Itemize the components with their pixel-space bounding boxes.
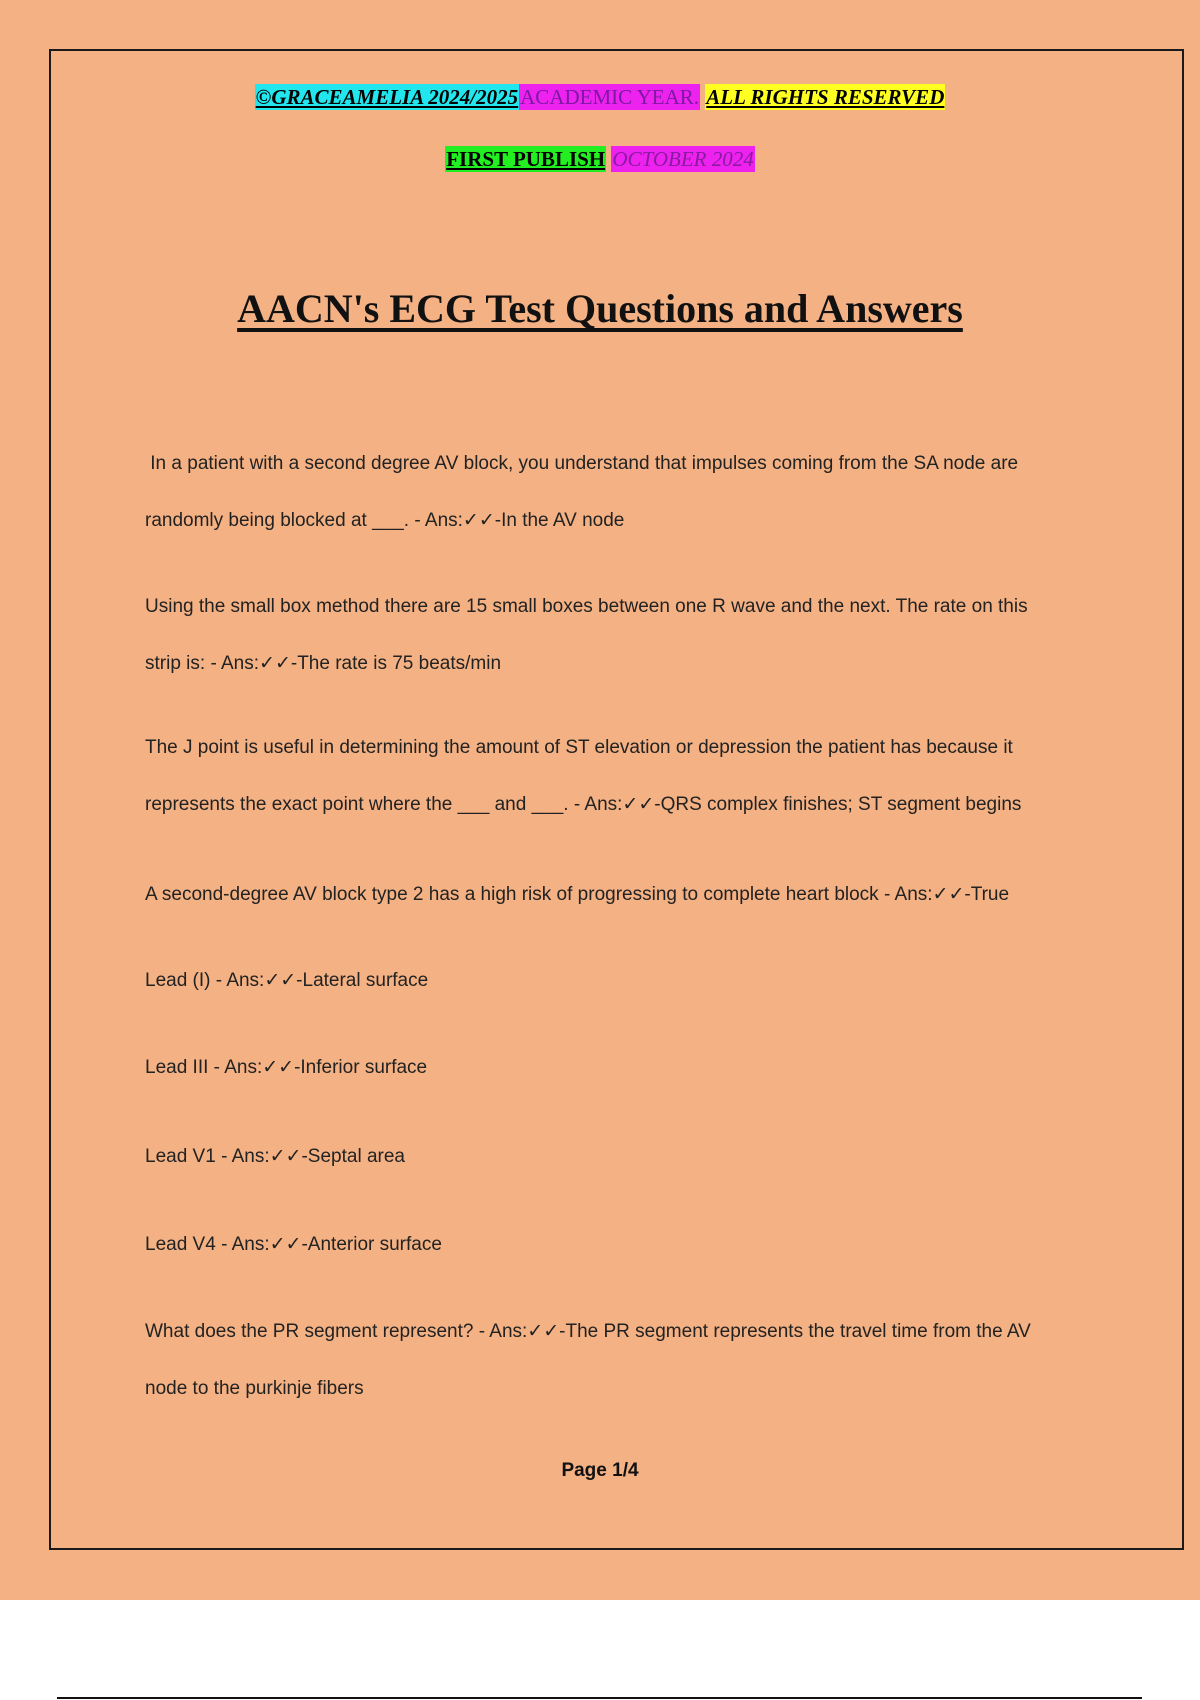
qa-line: node to the purkinje fibers [145, 1378, 364, 1399]
page-number: Page 1/4 [561, 1460, 639, 1481]
qa-line: Lead V1 - Ans:✓✓-Septal area [145, 1146, 405, 1167]
qa-line: Lead V4 - Ans:✓✓-Anterior surface [145, 1234, 442, 1255]
qa-line: A second-degree AV block type 2 has a high risk of progressing to complete heart block - Ans:✓✓-True [145, 884, 1010, 905]
qa-line: Lead III - Ans:✓✓-Inferior surface [145, 1057, 428, 1078]
qa-item [145, 719, 1105, 833]
copyright-header [0, 85, 1200, 109]
qa-line: strip is: - Ans:✓✓-The rate is 75 beats/min [145, 653, 502, 674]
qa-item [145, 1216, 1105, 1273]
qa-line: represents the exact point where the ___ and ___. - Ans:✓✓-QRS complex finishes; ST segment begins [145, 794, 1022, 815]
qa-line: The J point is useful in determining the amount of ST elevation or depression the patient has because it [145, 737, 1013, 758]
qa-item [145, 578, 1105, 692]
qa-line: randomly being blocked at ___. - Ans:✓✓-In the AV node [145, 510, 625, 531]
qa-line: Lead (I) - Ans:✓✓-Lateral surface [145, 970, 429, 991]
next-page-divider [57, 1697, 1142, 1699]
publish-header [0, 147, 1200, 171]
rights-text: ALL RIGHTS RESERVED [706, 85, 945, 109]
publish-date-text: OCTOBER 2024 [612, 147, 754, 171]
qa-line: What does the PR segment represent? - Ans:✓✓-The PR segment represents the travel time from the AV [145, 1321, 1031, 1342]
qa-item [145, 952, 1105, 1009]
copyright-text: ©GRACEAMELIA 2024/2025 [255, 85, 519, 109]
qa-item [145, 435, 1105, 549]
qa-item [145, 1039, 1105, 1096]
qa-line: In a patient with a second degree AV block, you understand that impulses coming from the SA node are [145, 453, 1019, 474]
academic-year-text: ACADEMIC YEAR. [520, 85, 700, 109]
document-title-text: AACN's ECG Test Questions and Answers [237, 286, 963, 331]
qa-line: Using the small box method there are 15 small boxes between one R wave and the next. The rate on this [145, 596, 1028, 617]
qa-item [145, 866, 1105, 923]
qa-item [145, 1303, 1105, 1417]
qa-item [145, 1128, 1105, 1185]
document-title [0, 285, 1200, 333]
first-publish-text: FIRST PUBLISH [446, 147, 606, 171]
